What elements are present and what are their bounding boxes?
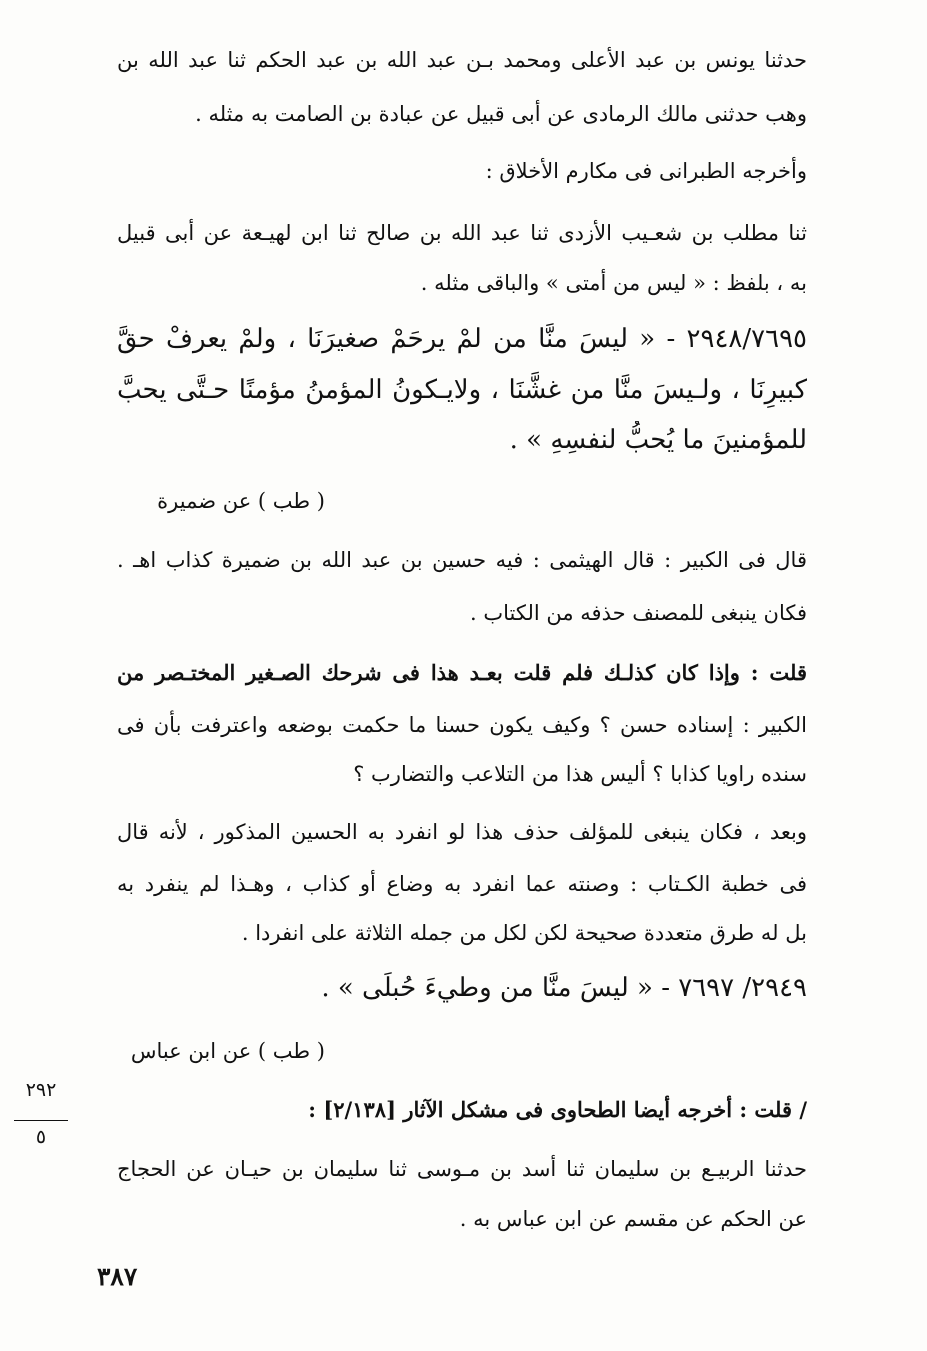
text-line-13: الكبير : إسناده حسن ؟ وكيف يكون حسنا ما حكمت بوضعه واعترفت بأن فى: [117, 713, 807, 737]
text-line-20: / قلت : أخرجه أيضا الطحاوى فى مشكل الآثار [٢/١٣٨] :: [308, 1097, 807, 1122]
source-attribution-2: ( طب ) عن ابن عباس: [130, 1039, 325, 1063]
text-line-12: قلت : وإذا كان كذلـك فلم قلت بعـد هذا فى شرحك الصـغير المختـصر من: [117, 660, 807, 685]
hadith-2948-line-2: كبيرِنَا ، ولـيسَ منَّا من غشَّنَا ، ولايـكونُ المؤمنُ مؤمنًا حـتَّى يحبَّ: [117, 375, 807, 405]
text-line-22: عن الحكم عن مقسم عن ابن عباس به .: [459, 1207, 807, 1231]
hadith-2948-line-3: للمؤمنينَ ما يُحبُّ لنفسِهِ » .: [509, 425, 807, 455]
text-line-15: وبعد ، فكان ينبغى للمؤلف حذف هذا لو انفرد به الحسين المذكور ، لأنه قال: [117, 820, 807, 844]
source-attribution-1: ( طب ) عن ضميرة: [157, 489, 325, 513]
text-line-16: فى خطبة الكـتاب : وصنته عما انفرد به وضاع أو كذاب ، وهـذا لم ينفرد به: [117, 872, 807, 896]
hadith-2948-line-1: ٢٩٤٨/٧٦٩٥ - « ليسَ منَّا من لمْ يرحَمْ صغيرَنَا ، ولمْ يعرفْ حقَّ: [117, 324, 807, 354]
text-line-2: وهب حدثنى مالك الرمادى عن أبى قبيل عن عبادة بن الصامت به مثله .: [195, 102, 807, 126]
margin-note-bottom: ٥: [35, 1126, 47, 1148]
text-line-3: وأخرجه الطبرانى فى مكارم الأخلاق :: [485, 159, 807, 183]
text-line-4: ثنا مطلب بن شعـيب الأزدى ثنا عبد الله بن صالح ثنا ابن لهيـعة عن أبى قبيل: [117, 221, 807, 245]
text-line-21: حدثنا الربيـع بن سليمان ثنا أسد بن مـوسى ثنا سليمان بن حيـان عن الحجاج: [117, 1157, 807, 1181]
margin-note-top: ٢٩٢: [25, 1079, 57, 1101]
text-line-10: قال فى الكبير : قال الهيثمى : فيه حسين بن عبد الله بن ضميرة كذاب اهـ .: [117, 548, 807, 572]
text-line-5: به ، بلفظ : « ليس من أمتى » والباقى مثله .: [420, 271, 807, 295]
text-line-14: سنده راويا كذابا ؟ أليس هذا من التلاعب والتضارب ؟: [353, 762, 807, 786]
text-line-1: حدثنا يونس بن عبد الأعلى ومحمد بـن عبد الله بن عبد الحكم ثنا عبد الله بن: [117, 48, 807, 72]
text-line-17: بل له طرق متعددة صحيحة لكن لكل من جمله الثلاثة على انفردا .: [241, 921, 807, 945]
text-line-11: فكان ينبغى للمصنف حذفه من الكتاب .: [470, 601, 807, 625]
hadith-2949: ٢٩٤٩/ ٧٦٩٧ - « ليسَ منَّا من وطيءَ حُبلَى » .: [321, 973, 807, 1003]
page-number: ٣٨٧: [97, 1262, 138, 1291]
margin-note-divider: [14, 1120, 68, 1121]
